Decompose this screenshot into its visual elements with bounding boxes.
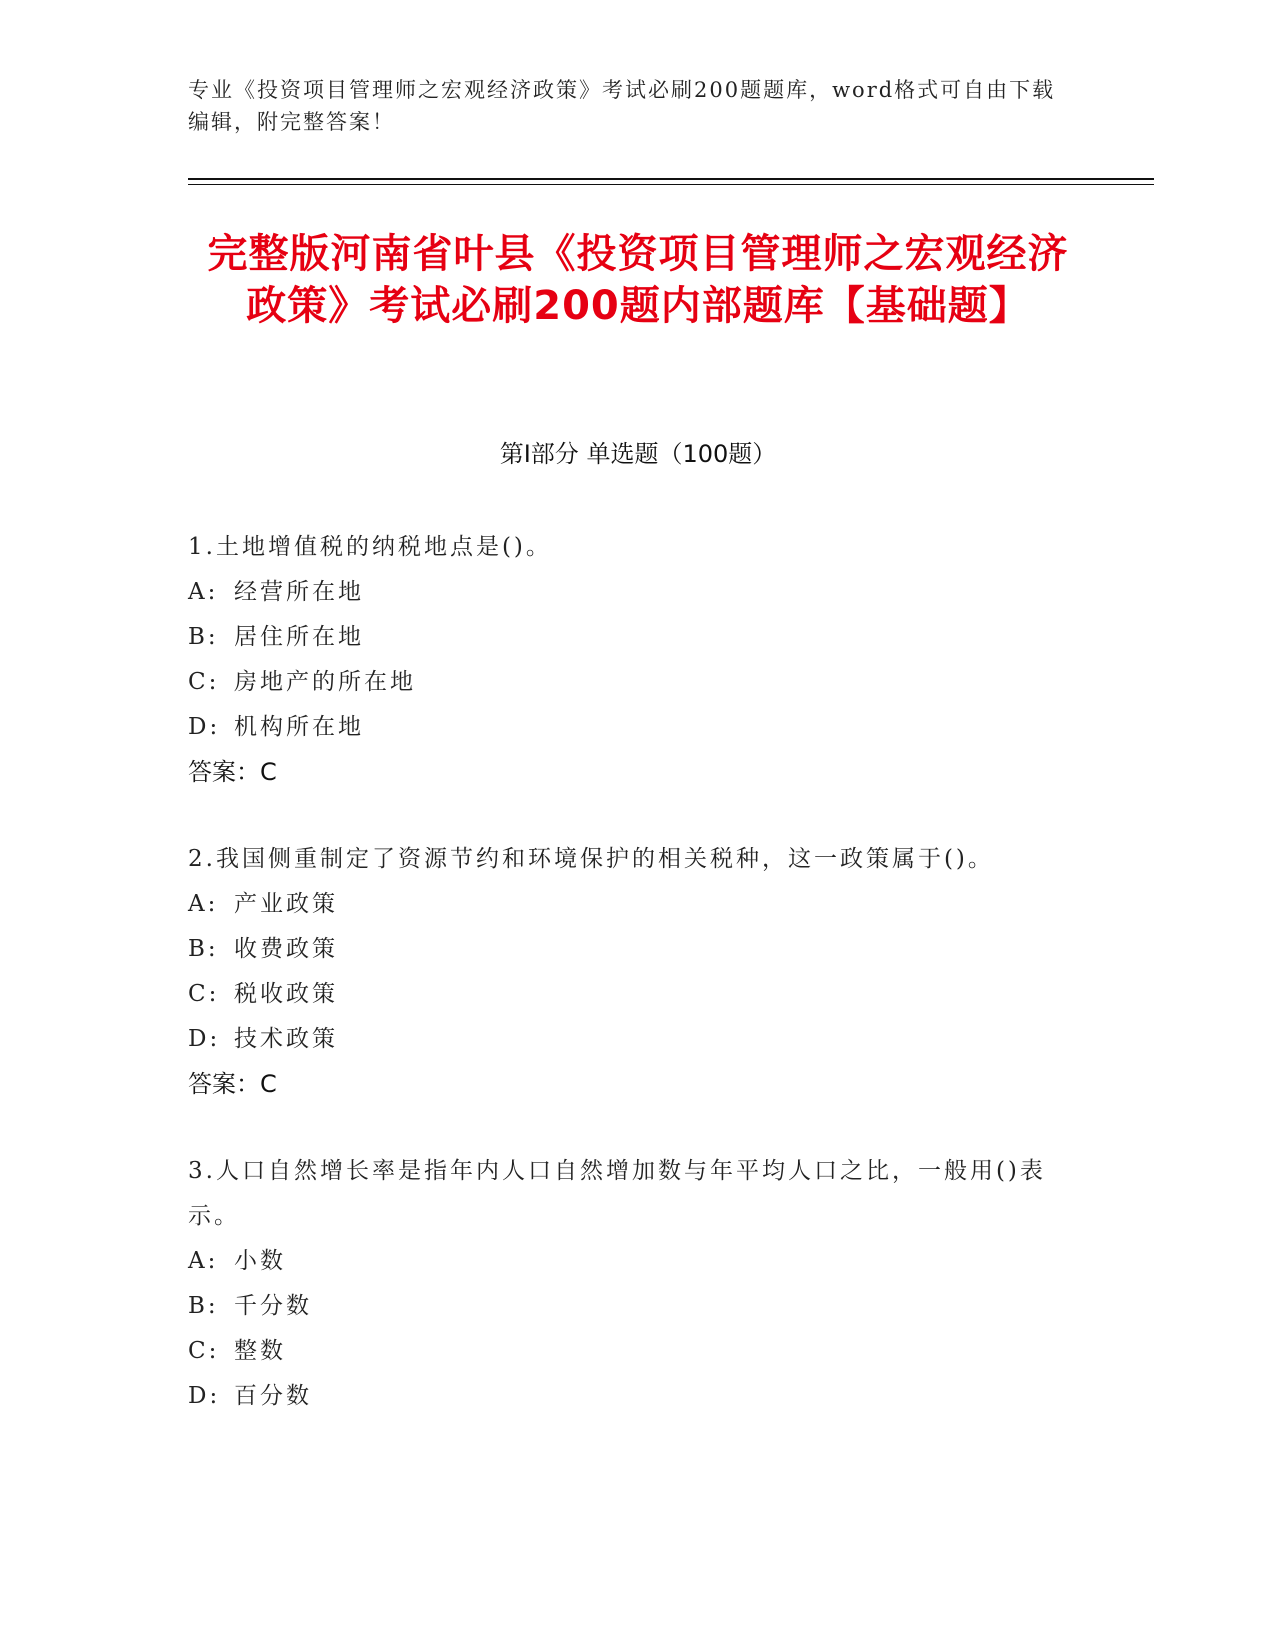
header-rule-thin bbox=[188, 184, 1154, 185]
option-key: D: bbox=[188, 1026, 221, 1052]
option-key: A: bbox=[188, 579, 219, 605]
option-b bbox=[188, 1284, 1068, 1329]
option-c bbox=[188, 1329, 1068, 1374]
option-key: B: bbox=[188, 1293, 219, 1319]
option-d bbox=[188, 705, 1068, 750]
answer-label: 答案：C bbox=[188, 1070, 277, 1098]
option-a bbox=[188, 570, 1068, 615]
option-text: 税收政策 bbox=[234, 981, 338, 1007]
option-text: 产业政策 bbox=[234, 891, 338, 917]
option-text: 百分数 bbox=[234, 1383, 312, 1409]
question-1 bbox=[188, 525, 1068, 795]
option-text: 收费政策 bbox=[234, 936, 338, 962]
option-text: 机构所在地 bbox=[234, 714, 364, 740]
question-2 bbox=[188, 837, 1068, 1107]
question-stem: 3.人口自然增长率是指年内人口自然增加数与年平均人口之比，一般用()表示。 bbox=[188, 1158, 1046, 1229]
option-d bbox=[188, 1017, 1068, 1062]
option-key: C: bbox=[188, 1338, 220, 1364]
option-text: 小数 bbox=[234, 1248, 286, 1274]
option-d bbox=[188, 1374, 1068, 1419]
option-a bbox=[188, 1239, 1068, 1284]
option-text: 千分数 bbox=[234, 1293, 312, 1319]
section-title: 第Ⅰ部分 单选题（100题） bbox=[499, 440, 777, 468]
question-stem: 2.我国侧重制定了资源节约和环境保护的相关税种，这一政策属于()。 bbox=[188, 846, 994, 872]
document-title: 完整版河南省叶县《投资项目管理师之宏观经济政策》考试必刷200题内部题库【基础题】 bbox=[207, 231, 1069, 329]
option-key: A: bbox=[188, 891, 219, 917]
option-key: A: bbox=[188, 1248, 219, 1274]
option-b bbox=[188, 927, 1068, 972]
option-text: 经营所在地 bbox=[234, 579, 364, 605]
option-text: 房地产的所在地 bbox=[234, 669, 416, 695]
option-b bbox=[188, 615, 1068, 660]
option-c bbox=[188, 972, 1068, 1017]
option-a bbox=[188, 882, 1068, 927]
option-text: 整数 bbox=[234, 1338, 286, 1364]
option-key: D: bbox=[188, 714, 221, 740]
question-list bbox=[188, 525, 1068, 1461]
question-stem: 1.土地增值税的纳税地点是()。 bbox=[188, 534, 552, 560]
question-3 bbox=[188, 1149, 1068, 1419]
option-key: C: bbox=[188, 981, 220, 1007]
option-text: 技术政策 bbox=[234, 1026, 338, 1052]
option-key: C: bbox=[188, 669, 220, 695]
option-key: B: bbox=[188, 936, 219, 962]
header-note: 专业《投资项目管理师之宏观经济政策》考试必刷200题题库，word格式可自由下载编辑，附完整答案！ bbox=[188, 78, 1056, 134]
option-key: D: bbox=[188, 1383, 221, 1409]
option-c bbox=[188, 660, 1068, 705]
option-key: B: bbox=[188, 624, 219, 650]
answer-label: 答案：C bbox=[188, 758, 277, 786]
header-rule-thick bbox=[188, 178, 1154, 180]
option-text: 居住所在地 bbox=[234, 624, 364, 650]
